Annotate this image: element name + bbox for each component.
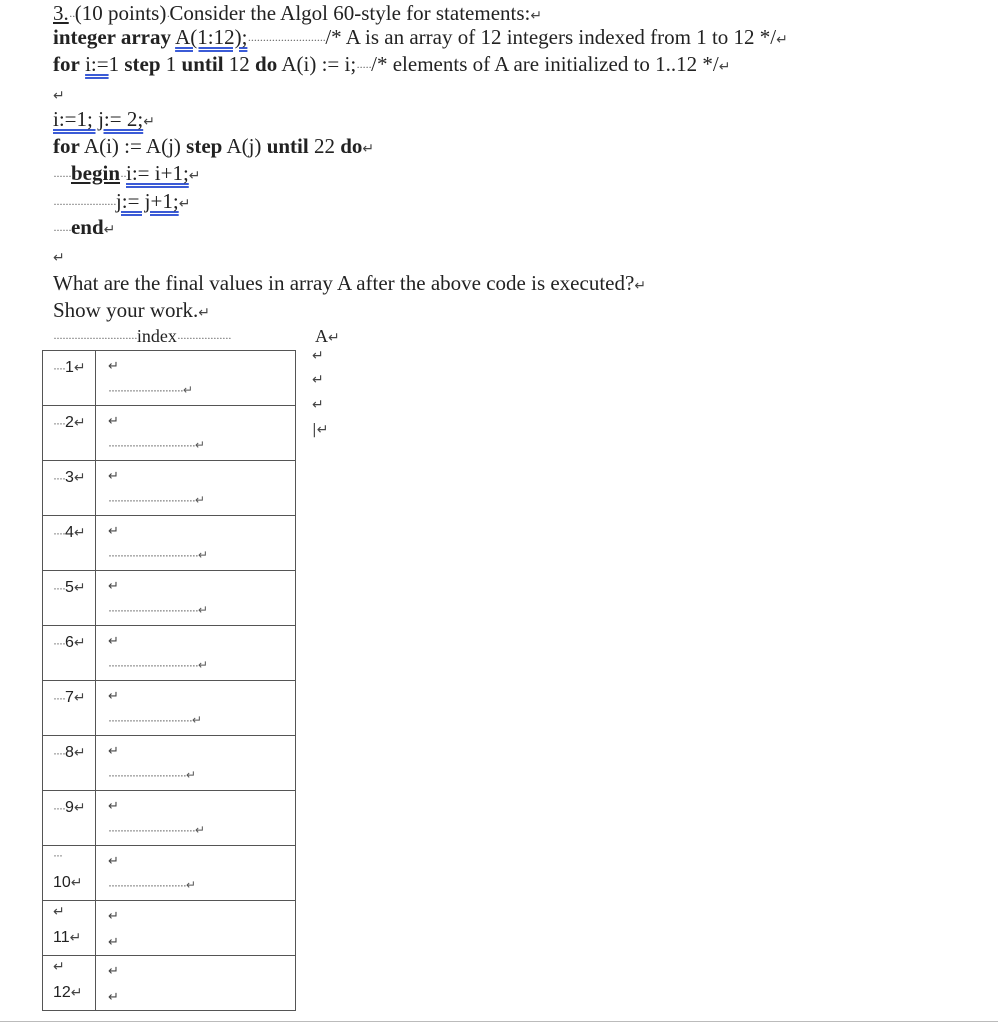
- answer-cell[interactable]: ↵ ·····························↵: [96, 406, 296, 461]
- j-increment-line: ·····················j:= j+1;↵: [53, 189, 191, 213]
- table-row: [43, 406, 296, 461]
- answer-cell[interactable]: ↵ ↵: [96, 956, 296, 1011]
- row-index: 10↵: [53, 874, 83, 891]
- row-index: ····6↵: [53, 634, 86, 651]
- blank-line-2: ↵: [53, 250, 65, 266]
- answer-cell[interactable]: ↵ ····························↵: [96, 681, 296, 736]
- paragraph-mark: ↵: [312, 348, 324, 364]
- answer-cell[interactable]: ↵ ·····························↵: [96, 461, 296, 516]
- row-index: ····2↵: [53, 414, 86, 431]
- table-row: [43, 461, 296, 516]
- row-index: ····5↵: [53, 579, 86, 596]
- table-row: [43, 736, 296, 791]
- init-loop: for i:=1 step 1 until 12 do A(i) := i;·····/* elements of A are initialized to 1..12 */↵: [53, 52, 731, 76]
- for-loop-line: for A(i) := A(j) step A(j) until 22 do↵: [53, 134, 375, 158]
- table-row: [43, 351, 296, 406]
- answer-cell[interactable]: ↵ ··························↵: [96, 736, 296, 791]
- table-row: [43, 681, 296, 736]
- table-row: [43, 791, 296, 846]
- row-index: 12↵: [53, 984, 83, 1001]
- assign-line: i:=1; j:= 2;↵: [53, 107, 155, 131]
- end-line: ······end↵: [53, 215, 116, 239]
- table-row: [43, 626, 296, 681]
- page-edge: [0, 1021, 998, 1022]
- table-row: [43, 571, 296, 626]
- answer-cell[interactable]: ↵ ·····························↵: [96, 791, 296, 846]
- answer-cell[interactable]: ↵ ↵: [96, 901, 296, 956]
- answer-cell[interactable]: ↵ ·························↵: [96, 351, 296, 406]
- row-index: ····1↵: [53, 359, 86, 376]
- answer-cell[interactable]: ↵ ······························↵: [96, 571, 296, 626]
- table-row: ↵ 12↵ ↵ ↵: [43, 956, 296, 1011]
- row-index: 11↵: [53, 929, 82, 946]
- row-index: ····8↵: [53, 744, 86, 761]
- table-row: [43, 516, 296, 571]
- row-index: ····3↵: [53, 469, 86, 486]
- array-declaration: integer array A(1:12);··························/* A is an array of 12 integers indexed from 1 to 12 */↵: [53, 25, 788, 49]
- show-work-line: Show your work.↵: [53, 298, 210, 322]
- table-row: ··· 10↵ ↵ ··························↵: [43, 846, 296, 901]
- index-column-header: ····························index··················: [53, 326, 231, 346]
- row-index: ····4↵: [53, 524, 86, 541]
- prompt-line: What are the final values in array A after the above code is executed?↵: [53, 271, 647, 295]
- answer-cell[interactable]: ↵ ······························↵: [96, 626, 296, 681]
- answer-cell[interactable]: ↵ ······························↵: [96, 516, 296, 571]
- paragraph-mark: ↵: [312, 372, 324, 388]
- a-column-header: A↵: [315, 326, 340, 346]
- paragraph-mark: ↵: [312, 397, 324, 413]
- answer-cell[interactable]: ↵ ··························↵: [96, 846, 296, 901]
- text-cursor-mark: |↵: [312, 422, 329, 438]
- row-index: ····7↵: [53, 689, 86, 706]
- blank-line: ↵: [53, 88, 65, 104]
- row-index: ····9↵: [53, 799, 86, 816]
- begin-line: ······begin··i:= i+1;↵: [53, 161, 201, 185]
- question-heading: 3.··(10 points)·Consider the Algol 60-style for statements:↵: [53, 1, 543, 25]
- answer-table: [42, 350, 296, 1011]
- table-row: ↵ 11↵ ↵ ↵: [43, 901, 296, 956]
